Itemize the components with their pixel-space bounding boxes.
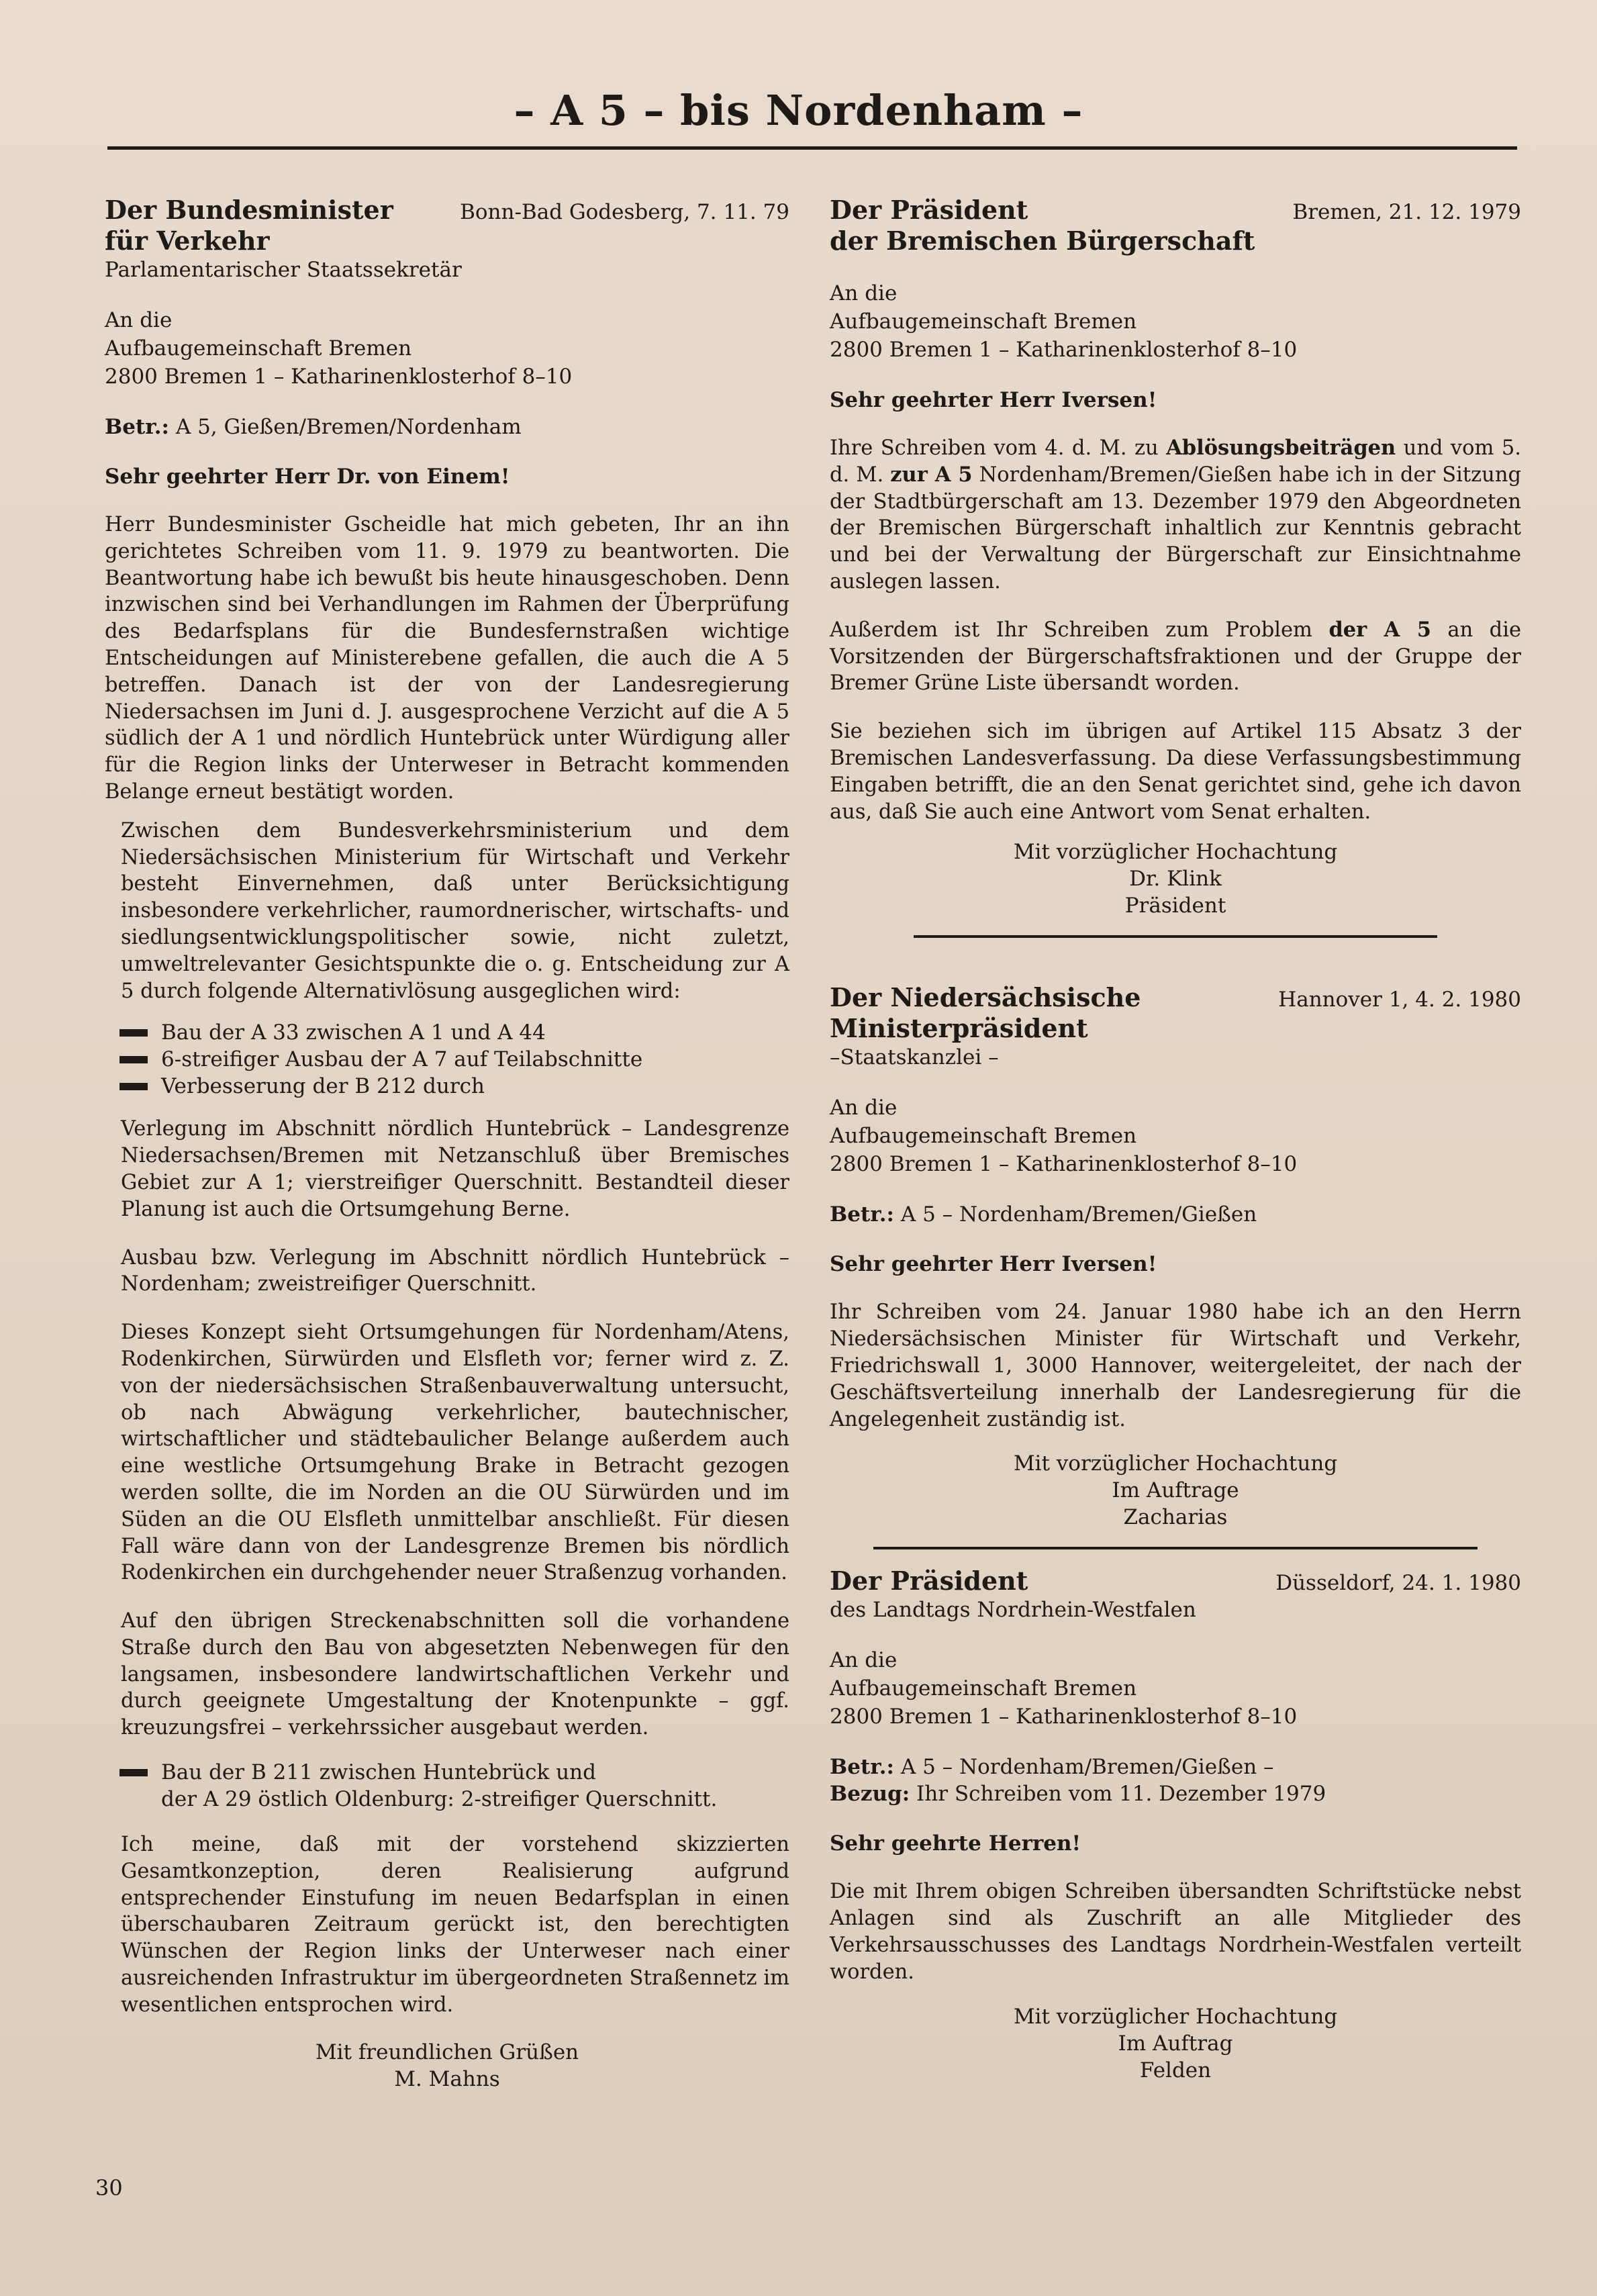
bullet-dash-icon [119,1029,148,1037]
letter-date: Bremen, 21. 12. 1979 [1292,200,1521,224]
closing-line: Mit freundlichen Grüßen [315,2040,579,2064]
address-line: Aufbaugemeinschaft Bremen [830,309,1137,334]
sender-line-2: Ministerpräsident [830,1013,1088,1044]
text-run: Außerdem ist Ihr Schreiben zum Problem [830,618,1329,642]
letter-bremen [830,195,1521,938]
page-number: 30 [95,2175,123,2201]
paragraph: Ihr Schreiben vom 24. Januar 1980 habe ich an den Herrn Niedersächsischen Minister für Wirtschaft und Verkehr, Friedrichswall 1, 3000 Hannover, weitergeleitet, der nach der Geschäftsverteilung innerhalb der Landesregierung für die Angelegenheit zuständig ist. [830,1300,1521,1431]
text-run-bold: Ablösungsbeiträgen [1166,436,1396,460]
list-item [119,1019,789,1046]
paragraph: Verlegung im Abschnitt nördlich Huntebrück – Landesgrenze Niedersachsen/Bremen mit Netzanschluß über Bremisches Gebiet zur A 1; vierstreifiger Querschnitt. Bestandteil dieser Planung ist auch die Ortsumgehung Berne. [121,1117,789,1221]
address-line: An die [830,1648,898,1673]
paragraph: Die mit Ihrem obigen Schreiben übersandten Schriftstücke nebst Anlagen sind als Zuschrift an alle Mitglieder des Verkehrsausschusses des Landtags Nordrhein-Westfalen verteilt worden. [830,1880,1521,1984]
signatory: Felden [1139,2058,1212,2083]
list-item [119,1759,789,1786]
bullet-dash-icon [119,1083,148,1090]
paragraph: Sie beziehen sich im übrigen auf Artikel 115 Absatz 3 der Bremischen Landesverfassung. Da diese Verfassungsbestimmung Eingaben betrifft, die an den Senat gerichtet sind, gehe ich davon aus, daß Sie auch eine Antwort vom Senat erhalten. [830,720,1521,824]
letter-header [830,982,1521,1071]
letter-date: Hannover 1, 4. 2. 1980 [1278,988,1521,1012]
page-title: – A 5 – bis Nordenham – [514,86,1083,135]
closing-line: Im Auftrag [1118,2031,1233,2056]
closing [830,1450,1521,1531]
text-run: und vom 5. d. M. [830,436,1521,487]
address-line: Aufbaugemeinschaft Bremen [830,1124,1137,1149]
paragraph [830,617,1521,697]
letter-niedersachsen [830,982,1521,1549]
address-line: 2800 Bremen 1 – Katharinenklosterhof 8–10 [830,338,1298,362]
closing-line: Im Auftrage [1112,1478,1239,1503]
sender-subtitle: des Landtags Nordrhein-Westfalen [830,1598,1196,1623]
list-item-text: 6-streifiger Ausbau der A 7 auf Teilabschnitte [161,1047,643,1072]
separator-rule [873,1547,1478,1549]
sender-line-1: Der Präsident [830,195,1028,225]
subject-text: A 5, Gießen/Bremen/Nordenham [168,415,522,439]
address-block [105,306,789,391]
subject-text: A 5 – Nordenham/Bremen/Gießen – [893,1755,1274,1780]
list-item [119,1046,789,1073]
address-line: 2800 Bremen 1 – Katharinenklosterhof 8–10 [830,1705,1298,1729]
salutation: Sehr geehrter Herr Iversen! [830,1252,1157,1277]
list-item [119,1073,789,1100]
text-run: Nordenham/Bremen/Gießen habe ich in der Sitzung der Stadtbürgerschaft am 13. Dezember 1979 den Abgeordneten der Bremischen Bürgerschaft inhaltlich zur Kenntnis gebracht und bei der Verwaltung der Bürgerschaft zur Einsichtnahme auslegen lassen. [830,463,1521,593]
reference-label: Bezug: [830,1782,910,1807]
salutation: Sehr geehrte Herren! [830,1831,1081,1856]
reference-line [830,1780,1521,1807]
closing-line: Mit vorzüglicher Hochachtung [1013,2004,1338,2029]
subject-label: Betr.: [830,1755,894,1780]
closing-line: Mit vorzüglicher Hochachtung [1013,1451,1338,1476]
list-item-text: Bau der B 211 zwischen Huntebrück und [161,1760,596,1785]
sender-line-2: der Bremischen Bürgerschaft [830,226,1255,256]
letter-date: Bonn-Bad Godesberg, 7. 11. 79 [460,200,789,224]
signatory: Dr. Klink [1129,867,1222,892]
subject-block [830,1754,1521,1807]
paragraph: Ich meine, daß mit der vorstehend skizzierten Gesamtkonzeption, deren Realisierung aufgrund entsprechender Einstufung im neuen Bedarfsplan in einen überschaubaren Zeitraum gerückt ist, den berechtigten Wünschen der Region links der Unterweser nach einer ausreichenden Infrastruktur im übergeordneten Straßennetz im wesentlichen entsprochen wird. [121,1833,789,2017]
closing [830,839,1521,919]
address-line: Aufbaugemeinschaft Bremen [830,1676,1137,1701]
address-line: 2800 Bremen 1 – Katharinenklosterhof 8–10 [830,1152,1298,1177]
address-line: An die [105,308,173,332]
subject-line [830,1201,1521,1228]
paragraph: Herr Bundesminister Gscheidle hat mich gebeten, Ihr an ihn gerichtetes Schreiben vom 11. 9. 1979 zu beantworten. Die Beantwortung habe ich bewußt bis heute hinausgeschoben. Denn inzwischen sind bei Verhandlungen im Rahmen der Überprüfung des Bedarfsplans für die Bundesfernstraßen wichtige Entscheidungen auf Ministerebene gefallen, die auch die A 5 betreffen. Danach ist der von der Landesregierung Niedersachsen im Juni d. J. ausgesprochene Verzicht auf die A 5 südlich der A 1 und nördlich Huntebrück unter Würdigung aller für die Region links der Unterweser in Betracht kommenden Belange erneut bestätigt worden. [105,513,789,804]
title-rule [107,146,1517,150]
address-line: An die [830,1096,898,1120]
subject-line [105,414,789,440]
text-run: an die Vorsitzenden der Bürgerschaftsfraktionen und der Gruppe der Bremer Grüne Liste übersandt worden. [830,618,1522,696]
bullet-dash-icon [119,1056,148,1063]
letter-header [830,1566,1521,1623]
signatory-title: Präsident [1124,894,1226,918]
signatory: Zacharias [1123,1505,1228,1530]
text-run-bold: der A 5 [1328,617,1431,642]
letter-header [830,195,1521,256]
separator-rule [914,935,1437,938]
sender-line-1: Der Niedersächsische [830,982,1141,1013]
list-item-continuation: der A 29 östlich Oldenburg: 2-streifiger Querschnitt. [161,1787,718,1812]
closing [830,2003,1521,2084]
text-run-bold: zur A 5 [890,462,973,487]
paragraph: Ausbau bzw. Verlegung im Abschnitt nördlich Huntebrück – Nordenham; zweistreifiger Querschnitt. [121,1245,789,1296]
paragraph: Zwischen dem Bundesverkehrsministerium und dem Niedersächsischen Ministerium für Wirtschaft und Verkehr besteht Einvernehmen, daß unter Berücksichtigung insbesondere verkehrlicher, raumordnerischer, wirtschafts- und siedlungsentwicklungspolitischer sowie, nicht zuletzt, umweltrelevanter Gesichtspunkte die o. g. Entscheidung zur A 5 durch folgende Alternativlösung ausgeglichen wird: [121,818,789,1003]
address-block [830,279,1521,364]
bullet-list [119,1759,789,1813]
signatory: M. Mahns [394,2066,500,2091]
address-line: Aufbaugemeinschaft Bremen [105,336,412,361]
reference-text: Ihr Schreiben vom 11. Dezember 1979 [910,1782,1326,1807]
paragraph: Dieses Konzept sieht Ortsumgehungen für Nordenham/Atens, Rodenkirchen, Sürwürden und Elsfleth vor; ferner wird z. Z. von der niedersächsischen Straßenbauverwaltung untersucht, ob nach Abwägung verkehrlicher, bautechnischer, wirtschaftlicher und städtebaulicher Belange außerdem auch eine westliche Ortsumgehung Brake in Betracht gezogen werden sollte, die im Norden an die OU Sürwürden und im Süden an die OU Elsfleth unmittelbar anschließt. Für diesen Fall wäre dann von der Landesgrenze Bremen bis nördlich Rodenkirchen ein durchgehender neuer Straßenzug vorhanden. [121,1321,789,1585]
text-run: Ihre Schreiben vom 4. d. M. zu [830,436,1167,460]
salutation: Sehr geehrter Herr Iversen! [830,388,1157,412]
address-block [830,1094,1521,1178]
bullet-dash-icon [119,1769,148,1776]
subject-line [830,1754,1521,1780]
closing-line: Mit vorzüglicher Hochachtung [1013,840,1338,865]
paragraph: Auf den übrigen Streckenabschnitten soll die vorhandene Straße durch den Bau von abgesetzten Nebenwegen für den langsamen, insbesondere landwirtschaftlichen Verkehr und durch geeignete Umgestaltung der Knotenpunkte – ggf. kreuzungsfrei – verkehrssicher ausgebaut werden. [121,1609,789,1740]
closing [105,2039,789,2093]
sender-subtitle: –Staatskanzlei – [830,1045,999,1070]
sender-line-2: für Verkehr [105,226,270,256]
salutation: Sehr geehrter Herr Dr. von Einem! [105,465,510,489]
list-item-text: Verbesserung der B 212 durch [161,1074,485,1099]
subject-text: A 5 – Nordenham/Bremen/Gießen [893,1202,1257,1227]
subject-label: Betr.: [105,415,169,439]
letter-nrw [830,1566,1521,2083]
right-column [830,195,1521,2084]
subject-label: Betr.: [830,1202,894,1227]
sender-line-1: Der Präsident [830,1566,1028,1596]
bullet-list [119,1019,789,1100]
letter-header [105,195,789,283]
list-item-text: Bau der A 33 zwischen A 1 und A 44 [161,1020,546,1045]
sender-subtitle: Parlamentarischer Staatssekretär [105,258,462,282]
address-line: 2800 Bremen 1 – Katharinenklosterhof 8–10 [105,365,573,389]
letter-date: Düsseldorf, 24. 1. 1980 [1275,1571,1521,1596]
address-line: An die [830,281,898,305]
paragraph [830,435,1521,595]
letter-bundesminister [105,195,789,2093]
sender-line-1: Der Bundesminister [105,195,393,225]
address-block [830,1646,1521,1731]
